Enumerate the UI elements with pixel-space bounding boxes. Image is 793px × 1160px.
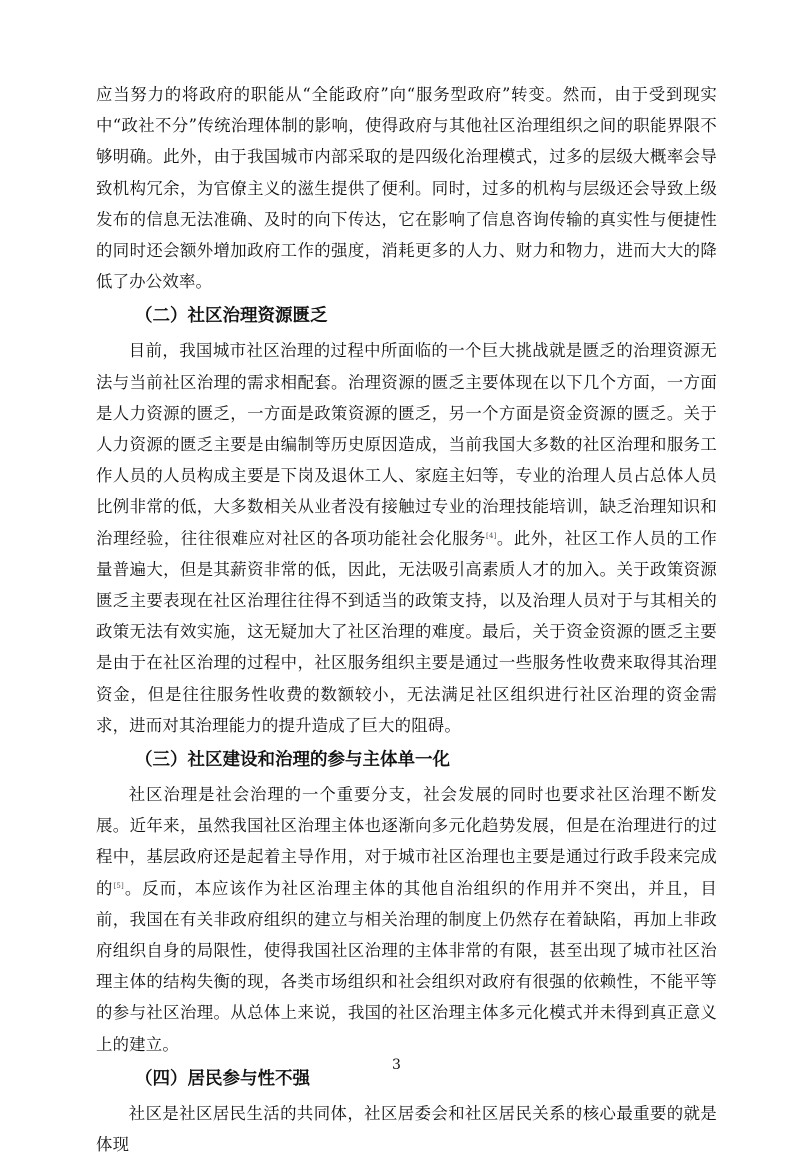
page-number: 3 [392, 1057, 401, 1073]
paragraph-participants [96, 779, 717, 1060]
section-heading-resident-participation: （四）居民参与性不强 [135, 1068, 310, 1089]
paragraph-resources-text-b: 。此外，社区工作人员的工作量普遍大，但是其薪资非常的低，因此，无法吸引高素质人才的加入。关于政策资源匮乏主要表现在社区治理往往得不到适当的政策支持，以及治理人员对于与其相关的政策无法有效实施，这无疑加大了社区治理的难度。最后，关于资金资源的匮乏主要是由于在社区治理的过程中，社区服务组织主要是通过一些服务性收费来取得其治理资金，但是往往服务性收费的数额较小，无法满足社区组织进行社区治理的资金需求，进而对其治理能力的提升造成了巨大的阻碍。 [96, 528, 717, 735]
paragraph-government-functions: 应当努力的将政府的职能从“全能政府”向“服务型政府”转变。然而，由于受到现实中“政社不分”传统治理体制的影响，使得政府与其他社区治理组织之间的职能界限不够明确。此外，由于我国城市内部采取的是四级化治理模式，过多的层级大概率会导致机构冗余，为官僚主义的滋生提供了便利。同时，过多的机构与层级还会导致上级发布的信息无法准确、及时的向下传达，它在影响了信息咨询传输的真实性与便捷性的同时还会额外增加政府工作的强度，消耗更多的人力、财力和物力，进而大大的降低了办公效率。 [96, 85, 717, 292]
paragraph-resident-participation: 社区是社区居民生活的共同体，社区居委会和社区居民关系的核心最重要的就是体现 [96, 1103, 717, 1155]
paragraph-participants-text-a: 社区治理是社会治理的一个重要分支，社会发展的同时也要求社区治理不断发展。近年来，虽然我国社区治理主体也逐渐向多元化趋势发展，但是在治理进行的过程中，基层政府还是起着主导作用，对于城市社区治理也主要是通过行政手段来完成的 [96, 785, 717, 898]
paragraph-participants-text-b: 。反而，本应该作为社区治理主体的其他自治组织的作用并不突出，并且，目前，我国在有关非政府组织的建立与相关治理的制度上仍然存在着缺陷，再加上非政府组织自身的局限性，使得我国社区治理的主体非常的有限，甚至出现了城市社区治理主体的结构失衡的现，各类市场组织和社会组织对政府有很强的依赖性，不能平等的参与社区治理。从总体上来说，我国的社区治理主体多元化模式并未得到真正意义上的建立。 [96, 878, 717, 1054]
citation-5[interactable]: [5] [113, 881, 124, 890]
paragraph-resources [96, 335, 717, 741]
paragraph-resources-text-a: 目前，我国城市社区治理的过程中所面临的一个巨大挑战就是匮乏的治理资源无法与当前社区治理的需求相配套。治理资源的匮乏主要体现在以下几个方面，一方面是人力资源的匮乏，一方面是政策资源的匮乏，另一个方面是资金资源的匮乏。关于人力资源的匮乏主要是由编制等历史原因造成，当前我国大多数的社区治理和服务工作人员的人员构成主要是下岗及退休工人、家庭主妇等，专业的治理人员占总体人员比例非常的低，大多数相关从业者没有接触过专业的治理技能培训，缺乏治理知识和治理经验，往往很难应对社区的各项功能社会化服务 [96, 341, 717, 548]
section-heading-resources: （二）社区治理资源匮乏 [135, 306, 328, 327]
citation-4[interactable]: [4] [486, 531, 497, 540]
section-heading-participants: （三）社区建设和治理的参与主体单一化 [135, 750, 450, 771]
document-body [96, 79, 717, 1160]
